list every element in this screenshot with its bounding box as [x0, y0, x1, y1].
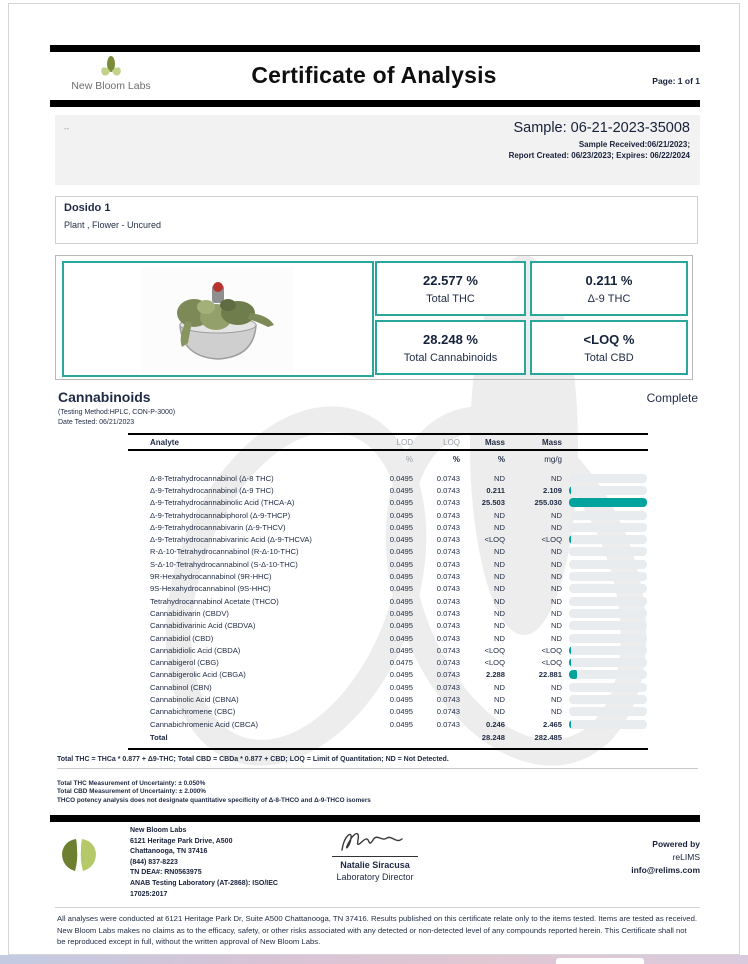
result-d9-thc	[530, 261, 688, 316]
lod-value: 0.0495	[389, 535, 413, 545]
mass-bar-track	[569, 634, 647, 643]
mass-bar-track	[569, 572, 647, 581]
unit-mass-mg: mg/g	[544, 454, 562, 464]
mass-bar-cell	[562, 523, 648, 532]
mass-bar-cell	[562, 584, 648, 593]
lab-iso: 17025:2017	[130, 890, 168, 898]
mass-mg-value: ND	[551, 621, 562, 631]
sample-name: Dosido 1	[64, 202, 111, 214]
mass-bar-cell	[562, 560, 648, 569]
mass-bar-track	[569, 584, 647, 593]
lod-value: 0.0495	[389, 498, 413, 508]
loq-value: 0.0743	[436, 596, 460, 606]
loq-value: 0.0743	[436, 535, 460, 545]
table-row	[128, 669, 648, 681]
mass-bar-cell	[562, 609, 648, 618]
bottom-tab	[556, 958, 644, 964]
col-loq: LOQ	[443, 437, 460, 447]
table-row	[128, 509, 648, 521]
mass-mg-value: <LOQ	[541, 658, 562, 668]
analyte-name: 9S-Hexahydrocannabinol (9S-HHC)	[150, 584, 271, 594]
loq-value: 0.0743	[436, 559, 460, 569]
analyte-name: Δ-9-Tetrahydrocannabivarin (Δ-9-THCV)	[150, 522, 286, 532]
lod-value: 0.0495	[389, 645, 413, 655]
table-row	[128, 607, 648, 619]
lod-value: 0.0495	[389, 682, 413, 692]
mass-pct-value: ND	[494, 621, 505, 631]
mass-mg-value: ND	[551, 510, 562, 520]
mass-bar-cell	[562, 646, 648, 655]
mass-mg-value: ND	[551, 559, 562, 569]
loq-value: 0.0743	[436, 510, 460, 520]
mass-bar-cell	[562, 572, 648, 581]
mass-bar-track	[569, 498, 647, 507]
mass-pct-value: ND	[494, 522, 505, 532]
mass-bar-track	[569, 511, 647, 520]
lab-address	[130, 826, 278, 900]
summary-section	[55, 255, 693, 380]
lod-value: 0.0495	[389, 719, 413, 729]
col-mass-mg: Mass	[541, 437, 562, 447]
table-row	[128, 521, 648, 533]
table-row	[128, 595, 648, 607]
analyte-name: Cannabinolic Acid (CBNA)	[150, 694, 239, 704]
total-cbd-value: <LOQ %	[583, 331, 635, 347]
section-status: Complete	[646, 391, 698, 405]
loq-value: 0.0743	[436, 584, 460, 594]
analyte-name: Cannabidivarinic Acid (CBDVA)	[150, 621, 256, 631]
mass-mg-value: ND	[551, 572, 562, 582]
lod-value: 0.0495	[389, 694, 413, 704]
analyte-name: Δ-9-Tetrahydrocannabivarinic Acid (Δ-9-THCVA)	[150, 535, 312, 545]
table-row	[128, 533, 648, 545]
loq-value: 0.0743	[436, 633, 460, 643]
mass-pct-value: 25.503	[481, 498, 505, 508]
signer-role: Laboratory Director	[336, 872, 414, 882]
mass-mg-value: 2.465	[542, 719, 562, 729]
analyte-name: Total	[150, 733, 168, 743]
table-row	[128, 656, 648, 668]
mass-bar-fill	[569, 535, 571, 544]
mass-bar-fill	[569, 720, 571, 729]
mass-pct-value: ND	[494, 473, 505, 483]
mass-mg-value: ND	[551, 547, 562, 557]
loq-value: 0.0743	[436, 498, 460, 508]
mass-bar-cell	[562, 498, 648, 507]
analyte-name: Cannabidivarin (CBDV)	[150, 608, 229, 618]
total-cannabinoids-value: 28.248 %	[423, 331, 478, 347]
logo-text: New Bloom Labs	[71, 80, 151, 92]
loq-value: 0.0743	[436, 522, 460, 532]
mass-mg-value: <LOQ	[541, 535, 562, 545]
report-dates: Report Created: 06/23/2023; Expires: 06/22/2024	[508, 151, 690, 160]
mass-mg-value: ND	[551, 682, 562, 692]
mass-bar-track	[569, 621, 647, 630]
sample-photo-frame	[62, 261, 374, 377]
mass-bar-track	[569, 535, 647, 544]
total-cannabinoids-label: Total Cannabinoids	[403, 351, 498, 364]
mass-mg-value: <LOQ	[541, 645, 562, 655]
mass-pct-value: ND	[494, 547, 505, 557]
mass-pct-value: 0.246	[485, 719, 505, 729]
mass-bar-track	[569, 523, 647, 532]
mass-bar-track	[569, 474, 647, 483]
uncertainty-cbd: Total CBD Measurement of Uncertainty: ± 2.000%	[57, 788, 206, 796]
signature-block	[305, 826, 445, 882]
footer-logo	[56, 833, 102, 880]
loq-value: 0.0743	[436, 621, 460, 631]
table-row	[128, 730, 648, 745]
analyte-name: Δ-9-Tetrahydrocannabinol (Δ-9 THC)	[150, 485, 274, 495]
d9-thc-value: 0.211 %	[585, 272, 633, 288]
table-units	[128, 451, 648, 467]
sample-info-box	[55, 115, 700, 185]
mass-pct-value: ND	[494, 572, 505, 582]
powered-brand: reLIMS	[672, 852, 700, 862]
total-thc-label: Total THC	[426, 292, 475, 305]
table-header	[128, 433, 648, 451]
mass-bar-fill	[569, 646, 571, 655]
corner-mark: --	[64, 124, 70, 133]
lab-street: 6121 Heritage Park Drive, A500	[130, 837, 233, 845]
d9-thc-label: Δ-9 THC	[587, 292, 631, 305]
lod-value: 0.0495	[389, 559, 413, 569]
table-row	[128, 497, 648, 509]
table-row	[128, 570, 648, 582]
mass-bar-cell	[562, 486, 648, 495]
mass-mg-value: ND	[551, 522, 562, 532]
mass-bar-cell	[562, 634, 648, 643]
mass-bar-fill	[569, 498, 647, 507]
uncertainty-thc: Total THC Measurement of Uncertainty: ± 0.050%	[57, 780, 206, 787]
table-row	[128, 632, 648, 644]
unit-loq: %	[452, 454, 460, 464]
loq-value: 0.0743	[436, 645, 460, 655]
cannabinoids-table	[128, 433, 648, 750]
lab-phone: (844) 837-8223	[130, 858, 178, 866]
analyte-name: Cannabigerol (CBG)	[150, 658, 219, 668]
loq-value: 0.0743	[436, 473, 460, 483]
analyte-name: Cannabinol (CBN)	[150, 682, 212, 692]
result-total-cbd	[530, 320, 688, 375]
mass-mg-value: ND	[551, 596, 562, 606]
result-total-cannabinoids	[375, 320, 526, 375]
date-tested: Date Tested: 06/21/2023	[58, 419, 135, 426]
analyte-name: 9R-Hexahydrocannabinol (9R-HHC)	[150, 572, 272, 582]
analyte-name: Δ-9-Tetrahydrocannabiphorol (Δ-9-THCP)	[150, 510, 291, 520]
mass-pct-value: ND	[494, 694, 505, 704]
total-cbd-label: Total CBD	[584, 351, 634, 364]
table-row	[128, 706, 648, 718]
analyte-name: Cannabigerolic Acid (CBGA)	[150, 670, 246, 680]
col-analyte: Analyte	[150, 437, 179, 447]
loq-value: 0.0743	[436, 658, 460, 668]
lab-name: New Bloom Labs	[130, 827, 187, 834]
mass-pct-value: ND	[494, 559, 505, 569]
lod-value: 0.0495	[389, 621, 413, 631]
result-total-thc	[375, 261, 526, 316]
lod-value: 0.0495	[389, 485, 413, 495]
disclaimer-divider	[55, 907, 700, 908]
mass-pct-value: ND	[494, 584, 505, 594]
analyte-name: Cannabichromene (CBC)	[150, 707, 236, 717]
top-rule	[50, 45, 700, 52]
analyte-name: S-Δ-10-Tetrahydrocannabinol (S-Δ-10-THC)	[150, 559, 298, 569]
mass-bar-track	[569, 547, 647, 556]
analyte-name: Δ-8-Tetrahydrocannabinol (Δ-8 THC)	[150, 473, 274, 483]
mass-bar-track	[569, 609, 647, 618]
mass-mg-value: ND	[551, 694, 562, 704]
mass-bar-track	[569, 646, 647, 655]
mass-bar-cell	[562, 707, 648, 716]
lod-value: 0.0475	[389, 658, 413, 668]
signer-name: Natalie Siracusa	[340, 860, 410, 870]
table-row	[128, 484, 648, 496]
mass-bar-cell	[562, 597, 648, 606]
disclaimer-text: All analyses were conducted at 6121 Heritage Park Dr, Suite A500 Chattanooga, TN 37416. Results published on this certificate relate only to the items tested. Items are tested as received. New Bloom Labs makes no claims as to the efficacy, safety, or other risks associated with any detected or non-detected level of any compounds reported herein. This Certificate shall not be reproduced except in full, without the written approval of New Bloom Labs.	[57, 914, 697, 947]
footer-rule	[50, 815, 700, 822]
mass-pct-value: <LOQ	[484, 645, 505, 655]
table-row	[128, 681, 648, 693]
mass-bar-fill	[569, 658, 571, 667]
sample-type: Plant , Flower - Uncured	[64, 220, 162, 230]
col-lod: LOD	[396, 437, 413, 447]
lod-value: 0.0495	[389, 707, 413, 717]
lod-value: 0.0495	[389, 572, 413, 582]
mass-bar-fill	[569, 670, 577, 679]
signature-icon	[332, 826, 418, 857]
mass-mg-value: 22.881	[538, 670, 562, 680]
analyte-name: Cannabidiol (CBD)	[150, 633, 214, 643]
mass-mg-value: ND	[551, 633, 562, 643]
mass-bar-cell	[562, 621, 648, 630]
page-number: Page: 1 of 1	[652, 76, 700, 86]
table-bottom-rule	[128, 748, 648, 750]
loq-value: 0.0743	[436, 608, 460, 618]
lod-value: 0.0495	[389, 670, 413, 680]
analyte-name: Cannabidiolic Acid (CBDA)	[150, 645, 241, 655]
table-row	[128, 472, 648, 484]
mass-bar-cell	[562, 695, 648, 704]
loq-value: 0.0743	[436, 670, 460, 680]
loq-value: 0.0743	[436, 719, 460, 729]
lab-dea: TN DEA#: RN0563975	[130, 869, 202, 877]
page-title: Certificate of Analysis	[251, 62, 497, 88]
uncertainty-notes	[57, 780, 698, 805]
mass-bar-cell	[562, 720, 648, 729]
mass-pct-value: ND	[494, 707, 505, 717]
sample-photo	[142, 267, 294, 371]
mass-mg-value: 2.109	[542, 485, 562, 495]
table-row	[128, 558, 648, 570]
lab-accreditation: ANAB Testing Laboratory (AT-2868): ISO/IEC	[130, 879, 278, 887]
sample-meta-box	[55, 196, 698, 244]
lab-city: Chattanooga, TN 37416	[130, 848, 208, 856]
analyte-name: Δ-9-Tetrahydrocannabinolic Acid (THCA-A)	[150, 498, 295, 508]
loq-value: 0.0743	[436, 707, 460, 717]
powered-by-label: Powered by	[652, 839, 700, 849]
section-title: Cannabinoids	[58, 389, 151, 405]
loq-value: 0.0743	[436, 572, 460, 582]
calc-footnote: Total THC = THCa * 0.877 + Δ9-THC; Total CBD = CBDa * 0.877 + CBD; LOQ = Limit of Quantitation; ND = Not Detected.	[57, 756, 698, 769]
sample-received: Sample Received:06/21/2023;	[578, 140, 690, 149]
table-row	[128, 693, 648, 705]
analyte-name: Cannabichromenic Acid (CBCA)	[150, 719, 259, 729]
testing-method: (Testing Method:HPLC, CON-P-3000)	[58, 409, 176, 416]
loq-value: 0.0743	[436, 694, 460, 704]
lod-value: 0.0495	[389, 633, 413, 643]
mass-mg-value: 255.030	[534, 498, 562, 508]
mass-mg-value: ND	[551, 608, 562, 618]
mass-bar-track	[569, 658, 647, 667]
mass-pct-value: ND	[494, 633, 505, 643]
mass-bar-track	[569, 695, 647, 704]
powered-email: info@relims.com	[631, 865, 700, 875]
mass-pct-value: <LOQ	[484, 535, 505, 545]
mass-bar-fill	[569, 486, 571, 495]
table-body	[128, 472, 648, 745]
mass-bar-cell	[562, 511, 648, 520]
table-row	[128, 583, 648, 595]
lod-value: 0.0495	[389, 547, 413, 557]
mass-bar-cell	[562, 670, 648, 679]
lod-value: 0.0495	[389, 473, 413, 483]
mass-pct-value: 2.288	[485, 670, 505, 680]
mass-bar-cell	[562, 474, 648, 483]
total-thc-value: 22.577 %	[423, 272, 478, 288]
mass-bar-track	[569, 597, 647, 606]
mass-pct-value: ND	[494, 682, 505, 692]
mass-pct-value: 0.211	[486, 485, 505, 495]
mass-mg-value: ND	[551, 707, 562, 717]
table-row	[128, 644, 648, 656]
mass-bar-track	[569, 683, 647, 692]
mass-bar-cell	[562, 683, 648, 692]
lod-value: 0.0495	[389, 608, 413, 618]
loq-value: 0.0743	[436, 682, 460, 692]
mass-bar-cell	[562, 547, 648, 556]
mass-pct-value: ND	[494, 608, 505, 618]
loq-value: 0.0743	[436, 485, 460, 495]
mass-bar-track	[569, 720, 647, 729]
mass-mg-value: ND	[551, 584, 562, 594]
mass-bar-cell	[562, 658, 648, 667]
lod-value: 0.0495	[389, 522, 413, 532]
mass-bar-track	[569, 560, 647, 569]
lod-value: 0.0495	[389, 584, 413, 594]
thco-note: THCO potency analysis does not designate quantitative specificity of Δ-8-THCO and Δ-9-THCO isomers	[57, 796, 371, 804]
mass-pct-value: 28.248	[481, 733, 505, 743]
lod-value: 0.0495	[389, 510, 413, 520]
bloom-logo-large-icon	[56, 833, 102, 875]
lod-value: 0.0495	[389, 596, 413, 606]
mass-pct-value: ND	[494, 510, 505, 520]
analyte-name: R-Δ-10-Tetrahydrocannabinol (R-Δ-10-THC)	[150, 547, 299, 557]
table-row	[128, 546, 648, 558]
table-row	[128, 620, 648, 632]
mass-bar-track	[569, 707, 647, 716]
col-mass-pct: Mass	[484, 437, 505, 447]
mass-bar-track	[569, 670, 647, 679]
unit-mass-pct: %	[497, 454, 505, 464]
unit-lod: %	[405, 454, 413, 464]
mass-pct-value: ND	[494, 596, 505, 606]
mass-bar-track	[569, 486, 647, 495]
mass-mg-value: ND	[551, 473, 562, 483]
loq-value: 0.0743	[436, 547, 460, 557]
mass-pct-value: <LOQ	[484, 658, 505, 668]
analyte-name: Tetrahydrocannabinol Acetate (THCO)	[150, 596, 279, 606]
mass-bar-cell	[562, 535, 648, 544]
sample-id: Sample: 06-21-2023-35008	[513, 120, 690, 136]
header-rule	[50, 100, 700, 107]
table-row	[128, 718, 648, 730]
mass-mg-value: 282.485	[534, 733, 562, 743]
powered-by-block	[631, 838, 700, 877]
